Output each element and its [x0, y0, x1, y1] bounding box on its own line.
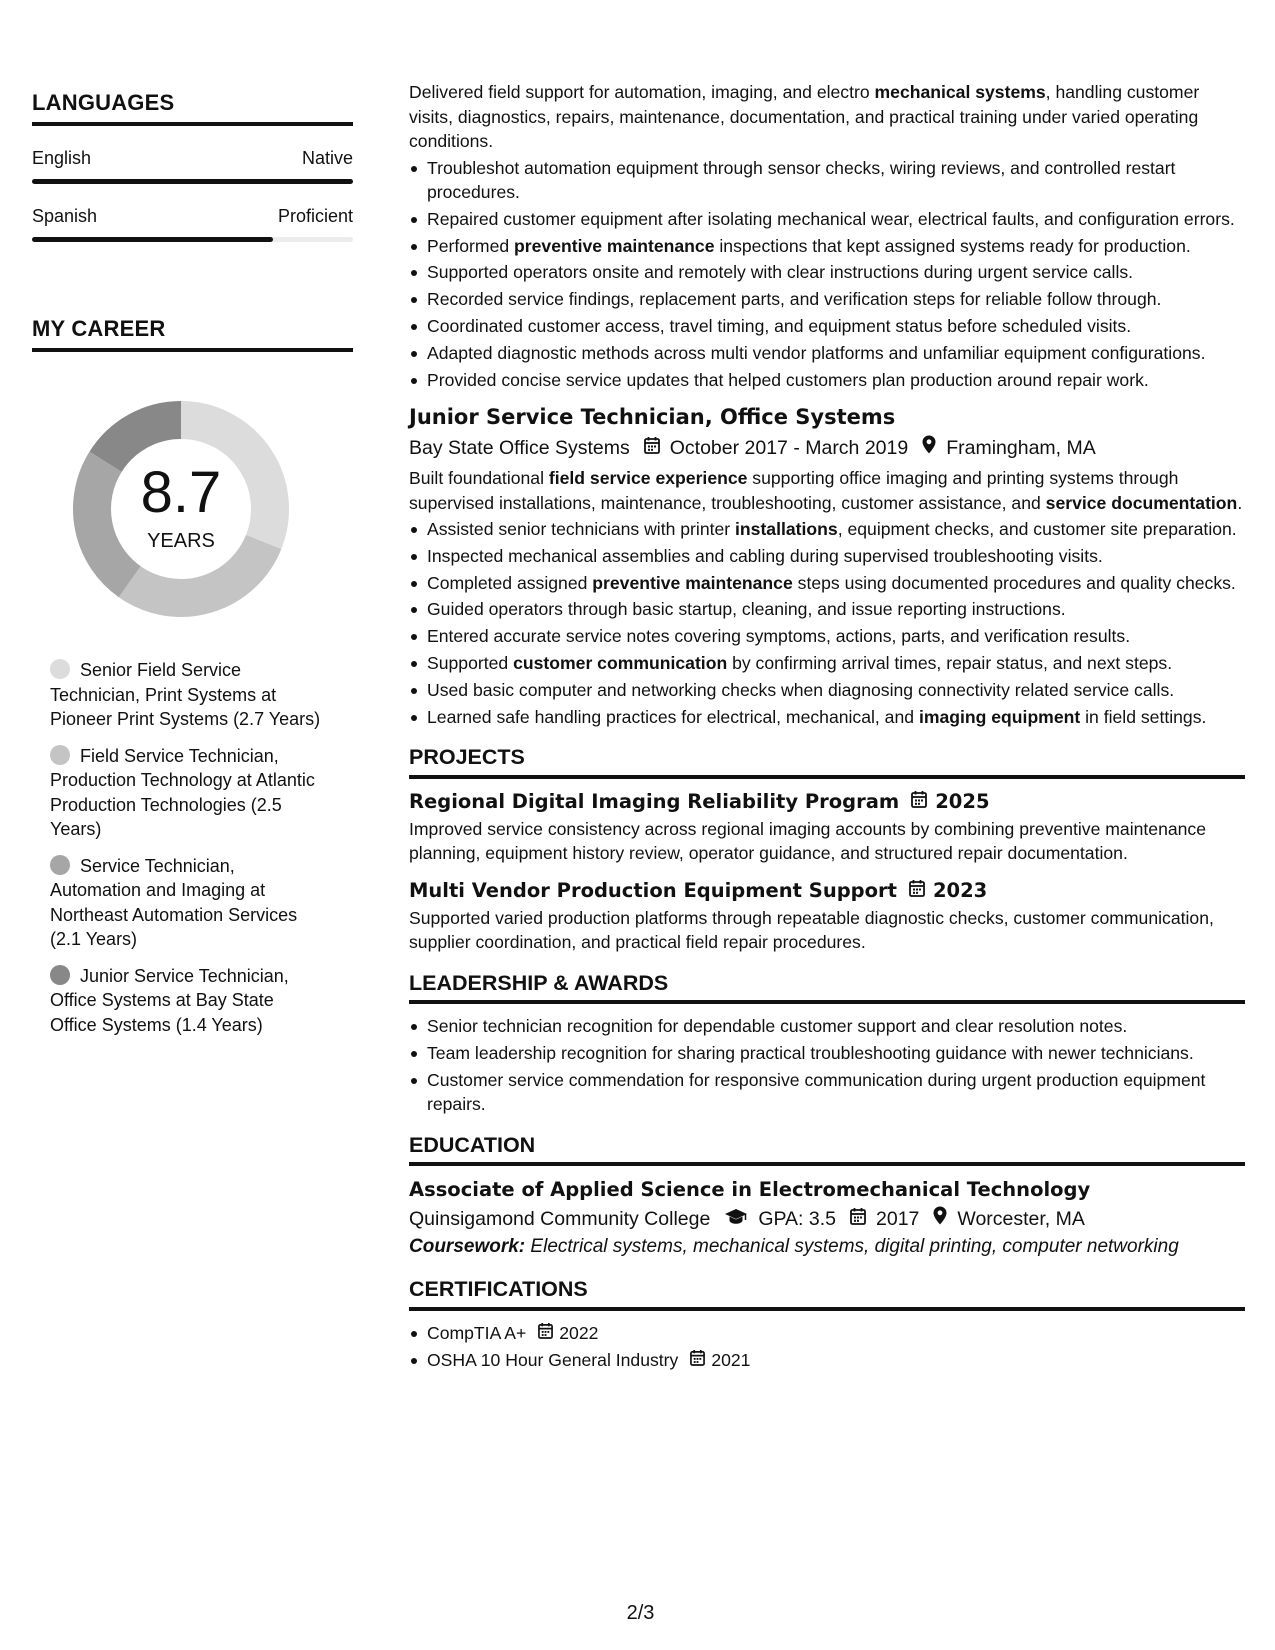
project-title [409, 789, 1245, 815]
job-bullet [409, 651, 1245, 676]
education-meta [409, 1205, 1245, 1233]
job-bullet: Supported operators onsite and remotely with clear instructions during urgent service calls. [409, 260, 1245, 285]
main-content [409, 80, 1245, 1374]
bullet-keyword: customer communication [513, 653, 728, 674]
career-years-unit: YEARS [147, 530, 215, 552]
language-item [32, 148, 353, 184]
language-level: Native [301, 148, 353, 168]
language-bar-fill [32, 179, 353, 184]
language-name: Spanish [32, 206, 98, 226]
calendar-icon [690, 1348, 705, 1373]
coursework [409, 1233, 1245, 1261]
gpa: GPA: 3.5 [758, 1208, 836, 1231]
bullet-text: inspections that kept assigned systems ready for production. [714, 235, 1191, 256]
school-location: Worcester, MA [957, 1208, 1085, 1231]
coursework-label: Coursework: [409, 1236, 526, 1258]
job-bullet: Guided operators through basic startup, cleaning, and issue reporting instructions. [409, 597, 1245, 622]
bullet-text: Completed assigned [427, 572, 593, 593]
location-pin-icon [933, 1205, 947, 1233]
summary-text: Delivered field support for automation, imaging, and electro [409, 82, 875, 102]
calendar-icon [911, 789, 927, 815]
job-meta [409, 434, 1245, 462]
language-bar-fill [32, 237, 273, 242]
calendar-icon [644, 434, 660, 462]
award-item: Senior technician recognition for dependable customer support and clear resolution notes. [409, 1014, 1245, 1039]
career-donut-chart [66, 394, 296, 624]
projects-heading: PROJECTS [409, 745, 1245, 779]
education-heading: EDUCATION [409, 1133, 1245, 1167]
job-bullet [409, 517, 1245, 542]
awards-list [409, 1014, 1245, 1117]
project-name: Regional Digital Imaging Reliability Program [409, 789, 900, 813]
certification-item [409, 1321, 1245, 1346]
certification-name: OSHA 10 Hour General Industry [427, 1349, 679, 1370]
award-item: Customer service commendation for responsive communication during urgent production equipment repairs. [409, 1068, 1245, 1117]
job-bullet: Recorded service findings, replacement parts, and verification steps for reliable follow through. [409, 287, 1245, 312]
language-item [32, 206, 353, 242]
project-description: Supported varied production platforms through repeatable diagnostic checks, customer communication, supplier coordination, and practical field repair procedures. [409, 907, 1214, 953]
job-company: Bay State Office Systems [409, 437, 630, 460]
certification-name: CompTIA A+ [427, 1322, 527, 1343]
calendar-icon [538, 1321, 553, 1346]
certification-year: 2021 [711, 1349, 751, 1370]
summary-text: supporting office imaging and printing systems through supervised installations, maintenance, troubleshooting, customer assistance, and [409, 468, 1179, 513]
summary-text: . [1237, 492, 1243, 513]
bullet-text: steps using documented procedures and quality checks. [792, 572, 1236, 593]
legend-label: Field Service Technician, Production Technology at Atlantic Production Technologies (2.5 Years) [50, 745, 315, 839]
summary-keyword: field service experience [548, 468, 748, 489]
job-bullets [409, 517, 1245, 729]
calendar-icon [850, 1205, 866, 1233]
project-description: Improved service consistency across regional imaging accounts by combining preventive maintenance planning, equipment history review, operator guidance, and structured repair documentation. [409, 818, 1207, 864]
career-legend [32, 658, 322, 1037]
legend-dot [50, 965, 70, 985]
job-bullets [409, 156, 1245, 393]
graduation-year: 2017 [876, 1208, 920, 1231]
project-title [409, 878, 1245, 904]
award-item: Team leadership recognition for sharing practical troubleshooting guidance with newer technicians. [409, 1041, 1245, 1066]
job-bullet: Used basic computer and networking checks when diagnosing connectivity related service calls. [409, 678, 1245, 703]
degree-title: Associate of Applied Science in Electromechanical Technology [409, 1178, 1091, 1202]
summary-text: Built foundational [409, 468, 549, 489]
location-pin-icon [922, 434, 936, 462]
career-heading: MY CAREER [32, 316, 353, 352]
donut-segment [106, 420, 181, 462]
legend-label: Senior Field Service Technician, Print Systems at Pioneer Print Systems (2.7 Years) [50, 660, 321, 729]
bullet-keyword: imaging equipment [918, 706, 1081, 727]
job-bullet [409, 705, 1245, 730]
summary-keyword: service documentation [1045, 492, 1238, 513]
job-bullet: Repaired customer equipment after isolating mechanical wear, electrical faults, and configuration errors. [409, 207, 1245, 232]
page-number [0, 1602, 1275, 1625]
certification-item [409, 1348, 1245, 1373]
job-bullet: Provided concise service updates that helped customers plan production around repair work. [409, 368, 1245, 393]
career-legend-item [50, 744, 322, 842]
school-name: Quinsigamond Community College [409, 1208, 711, 1231]
summary-keyword: mechanical systems [874, 82, 1046, 102]
job-bullet: Coordinated customer access, travel timing, and equipment status before scheduled visits. [409, 314, 1245, 339]
job-summary [409, 80, 1245, 154]
page-number-text: 2/3 [626, 1602, 655, 1624]
legend-dot [50, 745, 70, 765]
job-dates: October 2017 - March 2019 [669, 437, 909, 460]
awards-heading: LEADERSHIP & AWARDS [409, 971, 1245, 1005]
job-bullet: Troubleshot automation equipment through sensor checks, wiring reviews, and controlled restart procedures. [409, 156, 1245, 205]
career-total-years: 8.7 [140, 460, 222, 525]
bullet-text: by confirming arrival times, repair status, and next steps. [727, 653, 1173, 674]
job-bullet: Inspected mechanical assemblies and cabling during supervised troubleshooting visits. [409, 544, 1245, 569]
certification-year: 2022 [559, 1322, 599, 1343]
graduation-cap-icon [724, 1205, 748, 1233]
bullet-text: Assisted senior technicians with printer [427, 519, 736, 540]
certifications-list [409, 1321, 1245, 1372]
job-bullet: Adapted diagnostic methods across multi vendor platforms and unfamiliar equipment configurations. [409, 341, 1245, 366]
language-bar [32, 237, 353, 242]
career-legend-item [50, 658, 322, 732]
job-bullet [409, 571, 1245, 596]
career-legend-item [50, 964, 322, 1038]
language-level: Proficient [277, 206, 353, 226]
coursework-text: Electrical systems, mechanical systems, digital printing, computer networking [525, 1236, 1179, 1258]
legend-label: Service Technician, Automation and Imaging at Northeast Automation Services (2.1 Years) [50, 855, 298, 949]
languages-heading: LANGUAGES [32, 90, 353, 126]
bullet-keyword: installations [735, 519, 838, 540]
bullet-text: Supported [427, 653, 514, 674]
project-year: 2023 [932, 878, 988, 902]
bullet-text: , equipment checks, and customer site preparation. [837, 519, 1237, 540]
bullet-keyword: preventive maintenance [592, 572, 793, 593]
language-bar [32, 179, 353, 184]
project-year: 2025 [935, 789, 990, 813]
calendar-icon [909, 878, 925, 904]
bullet-keyword: preventive maintenance [514, 235, 715, 256]
bullet-text: in field settings. [1080, 706, 1207, 727]
language-name: English [32, 148, 92, 168]
job-summary [409, 466, 1245, 515]
sidebar [32, 90, 353, 1049]
job-location: Framingham, MA [946, 437, 1096, 460]
career-legend-item [50, 854, 322, 952]
bullet-text: Performed [427, 235, 515, 256]
job-title: Junior Service Technician, Office Systems [409, 405, 896, 430]
bullet-text: Learned safe handling practices for electrical, mechanical, and [427, 706, 919, 727]
legend-label: Junior Service Technician, Office Systems at Bay State Office Systems (1.4 Years) [50, 965, 289, 1035]
project-name: Multi Vendor Production Equipment Support [409, 878, 897, 902]
job-bullet: Entered accurate service notes covering symptoms, actions, parts, and verification results. [409, 624, 1245, 649]
legend-dot [50, 659, 70, 679]
legend-dot [50, 855, 70, 875]
certifications-heading: CERTIFICATIONS [409, 1277, 1245, 1311]
job-bullet [409, 234, 1245, 259]
summary-text: , handling customer visits, diagnostics, repairs, maintenance, documentation, and practical training under varied operating conditions. [409, 82, 1200, 151]
